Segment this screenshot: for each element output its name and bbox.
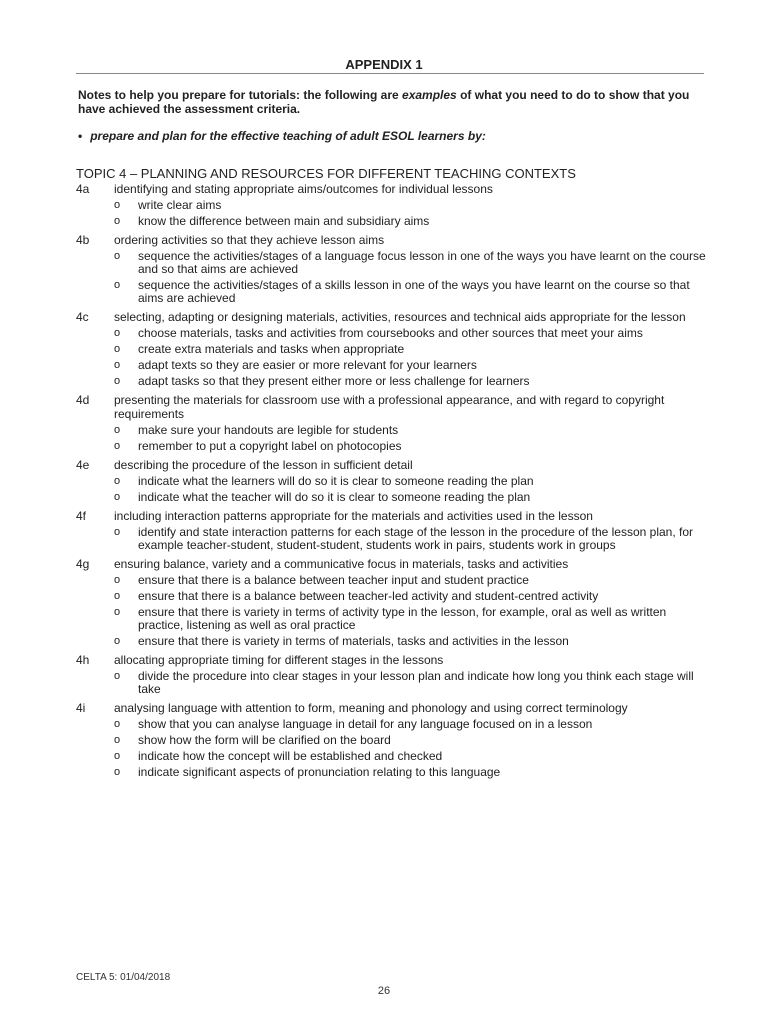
circle-bullet-icon: o bbox=[114, 750, 121, 762]
criterion-text: selecting, adapting or designing materials, activities, resources and technical aids appropriate for the lesson bbox=[114, 310, 686, 324]
criterion-item bbox=[76, 701, 708, 779]
sub-point-text: show how the form will be clarified on the board bbox=[138, 733, 391, 747]
criterion-row bbox=[76, 653, 708, 667]
criterion-code: 4f bbox=[76, 509, 87, 523]
topic-heading: TOPIC 4 – PLANNING AND RESOURCES FOR DIFFERENT TEACHING CONTEXTS bbox=[76, 166, 576, 181]
sub-point bbox=[76, 526, 708, 552]
circle-bullet-icon: o bbox=[114, 574, 121, 586]
sub-point-text: ensure that there is variety in terms of activity type in the lesson, for example, oral as well as written practice, listening as well as oral practice bbox=[138, 605, 667, 632]
sub-point-list bbox=[76, 199, 708, 228]
sub-point-text: divide the procedure into clear stages in your lesson plan and indicate how long you think each stage will take bbox=[138, 669, 694, 696]
criterion-code: 4h bbox=[76, 653, 90, 667]
criterion-item bbox=[76, 310, 708, 388]
sub-point bbox=[76, 250, 708, 276]
sub-point bbox=[76, 670, 708, 696]
sub-point-text: indicate what the learners will do so it is clear to someone reading the plan bbox=[138, 474, 534, 488]
criterion-row bbox=[76, 557, 708, 571]
criterion-code: 4e bbox=[76, 458, 90, 472]
criterion-item bbox=[76, 557, 708, 648]
sub-point-list bbox=[76, 475, 708, 504]
objective-text: prepare and plan for the effective teaching of adult ESOL learners by: bbox=[90, 129, 486, 143]
circle-bullet-icon: o bbox=[114, 424, 121, 436]
criterion-text: presenting the materials for classroom use with a professional appearance, and with regard to copyright requirements bbox=[114, 393, 665, 421]
sub-point-list bbox=[76, 670, 708, 696]
sub-point-list bbox=[76, 250, 708, 305]
sub-point bbox=[76, 440, 708, 453]
sub-point-text: remember to put a copyright label on photocopies bbox=[138, 439, 402, 453]
sub-point bbox=[76, 635, 708, 648]
page-number: 26 bbox=[377, 985, 391, 997]
circle-bullet-icon: o bbox=[114, 718, 121, 730]
sub-point bbox=[76, 491, 708, 504]
sub-point bbox=[76, 327, 708, 340]
intro-notes bbox=[78, 88, 698, 116]
sub-point bbox=[76, 574, 708, 587]
criterion-code: 4d bbox=[76, 393, 90, 407]
criterion-item bbox=[76, 233, 708, 305]
circle-bullet-icon: o bbox=[114, 343, 121, 355]
sub-point bbox=[76, 424, 708, 437]
circle-bullet-icon: o bbox=[114, 526, 121, 538]
intro-text-part1: Notes to help you prepare for tutorials: the following are bbox=[78, 88, 403, 102]
circle-bullet-icon: o bbox=[114, 606, 121, 618]
sub-point-text: know the difference between main and subsidiary aims bbox=[138, 214, 430, 228]
sub-point bbox=[76, 475, 708, 488]
circle-bullet-icon: o bbox=[114, 734, 121, 746]
objective-line bbox=[78, 129, 698, 143]
sub-point-text: identify and state interaction patterns for each stage of the lesson in the procedure of the lesson plan, for example teacher-student, student-student, students work in pairs, students work in groups bbox=[138, 525, 694, 552]
circle-bullet-icon: o bbox=[114, 375, 121, 387]
sub-point bbox=[76, 606, 708, 632]
sub-point-text: ensure that there is a balance between teacher-led activity and student-centred activity bbox=[138, 589, 599, 603]
criterion-code: 4a bbox=[76, 182, 90, 196]
circle-bullet-icon: o bbox=[114, 766, 121, 778]
criterion-item bbox=[76, 653, 708, 696]
circle-bullet-icon: o bbox=[114, 327, 121, 339]
criterion-code: 4g bbox=[76, 557, 90, 571]
sub-point bbox=[76, 750, 708, 763]
sub-point-text: ensure that there is a balance between teacher input and student practice bbox=[138, 573, 529, 587]
sub-point-text: indicate what the teacher will do so it is clear to someone reading the plan bbox=[138, 490, 531, 504]
criterion-text: ordering activities so that they achieve lesson aims bbox=[114, 233, 385, 247]
sub-point-text: indicate how the concept will be established and checked bbox=[138, 749, 443, 763]
circle-bullet-icon: o bbox=[114, 590, 121, 602]
circle-bullet-icon: o bbox=[114, 440, 121, 452]
criterion-row bbox=[76, 393, 708, 421]
circle-bullet-icon: o bbox=[114, 475, 121, 487]
sub-point bbox=[76, 343, 708, 356]
criterion-row bbox=[76, 509, 708, 523]
bullet-icon: • bbox=[78, 129, 83, 143]
criterion-text: identifying and stating appropriate aims/outcomes for individual lessons bbox=[114, 182, 493, 196]
sub-point bbox=[76, 375, 708, 388]
sub-point-text: create extra materials and tasks when appropriate bbox=[138, 342, 405, 356]
sub-point-text: sequence the activities/stages of a language focus lesson in one of the ways you have learnt on the course and so that aims are achieved bbox=[138, 249, 706, 276]
criterion-row bbox=[76, 182, 708, 196]
criteria-list bbox=[76, 182, 708, 784]
page-title: APPENDIX 1 bbox=[345, 57, 423, 72]
sub-point bbox=[76, 590, 708, 603]
circle-bullet-icon: o bbox=[114, 670, 121, 682]
circle-bullet-icon: o bbox=[114, 359, 121, 371]
sub-point-text: indicate significant aspects of pronunciation relating to this language bbox=[138, 765, 501, 779]
criterion-code: 4b bbox=[76, 233, 90, 247]
circle-bullet-icon: o bbox=[114, 491, 121, 503]
sub-point-list bbox=[76, 718, 708, 779]
sub-point bbox=[76, 734, 708, 747]
sub-point-text: choose materials, tasks and activities from coursebooks and other sources that meet your aims bbox=[138, 326, 643, 340]
criterion-item bbox=[76, 458, 708, 504]
sub-point bbox=[76, 215, 708, 228]
criterion-item bbox=[76, 393, 708, 453]
criterion-row bbox=[76, 458, 708, 472]
sub-point-list bbox=[76, 424, 708, 453]
sub-point-text: adapt tasks so that they present either more or less challenge for learners bbox=[138, 374, 530, 388]
criterion-item bbox=[76, 182, 708, 228]
circle-bullet-icon: o bbox=[114, 250, 121, 262]
title-divider bbox=[76, 73, 704, 74]
sub-point-text: ensure that there is variety in terms of materials, tasks and activities in the lesson bbox=[138, 634, 569, 648]
sub-point-list bbox=[76, 574, 708, 648]
circle-bullet-icon: o bbox=[114, 279, 121, 291]
criterion-code: 4i bbox=[76, 701, 86, 715]
criterion-code: 4c bbox=[76, 310, 89, 324]
criterion-text: describing the procedure of the lesson in sufficient detail bbox=[114, 458, 413, 472]
sub-point-text: show that you can analyse language in detail for any language focused on in a lesson bbox=[138, 717, 593, 731]
criterion-text: including interaction patterns appropriate for the materials and activities used in the lesson bbox=[114, 509, 593, 523]
criterion-item bbox=[76, 509, 708, 552]
circle-bullet-icon: o bbox=[114, 199, 121, 211]
sub-point bbox=[76, 279, 708, 305]
criterion-text: allocating appropriate timing for different stages in the lessons bbox=[114, 653, 444, 667]
footer-code: CELTA 5: 01/04/2018 bbox=[76, 972, 171, 983]
sub-point-text: adapt texts so they are easier or more relevant for your learners bbox=[138, 358, 477, 372]
sub-point-list bbox=[76, 526, 708, 552]
intro-text-part2: of what you need to do to show that you have achieved the assessment criteria. bbox=[78, 88, 690, 116]
sub-point bbox=[76, 766, 708, 779]
sub-point-text: make sure your handouts are legible for students bbox=[138, 423, 399, 437]
circle-bullet-icon: o bbox=[114, 215, 121, 227]
sub-point-list bbox=[76, 327, 708, 388]
criterion-row bbox=[76, 701, 708, 715]
sub-point bbox=[76, 718, 708, 731]
sub-point-text: sequence the activities/stages of a skills lesson in one of the ways you have learnt on the course so that aims are achieved bbox=[138, 278, 690, 305]
criterion-text: analysing language with attention to form, meaning and phonology and using correct terminology bbox=[114, 701, 628, 715]
sub-point-text: write clear aims bbox=[138, 198, 222, 212]
criterion-text: ensuring balance, variety and a communicative focus in materials, tasks and activities bbox=[114, 557, 569, 571]
circle-bullet-icon: o bbox=[114, 635, 121, 647]
sub-point bbox=[76, 199, 708, 212]
sub-point bbox=[76, 359, 708, 372]
criterion-row bbox=[76, 233, 708, 247]
intro-emphasis: examples bbox=[402, 88, 457, 102]
criterion-row bbox=[76, 310, 708, 324]
